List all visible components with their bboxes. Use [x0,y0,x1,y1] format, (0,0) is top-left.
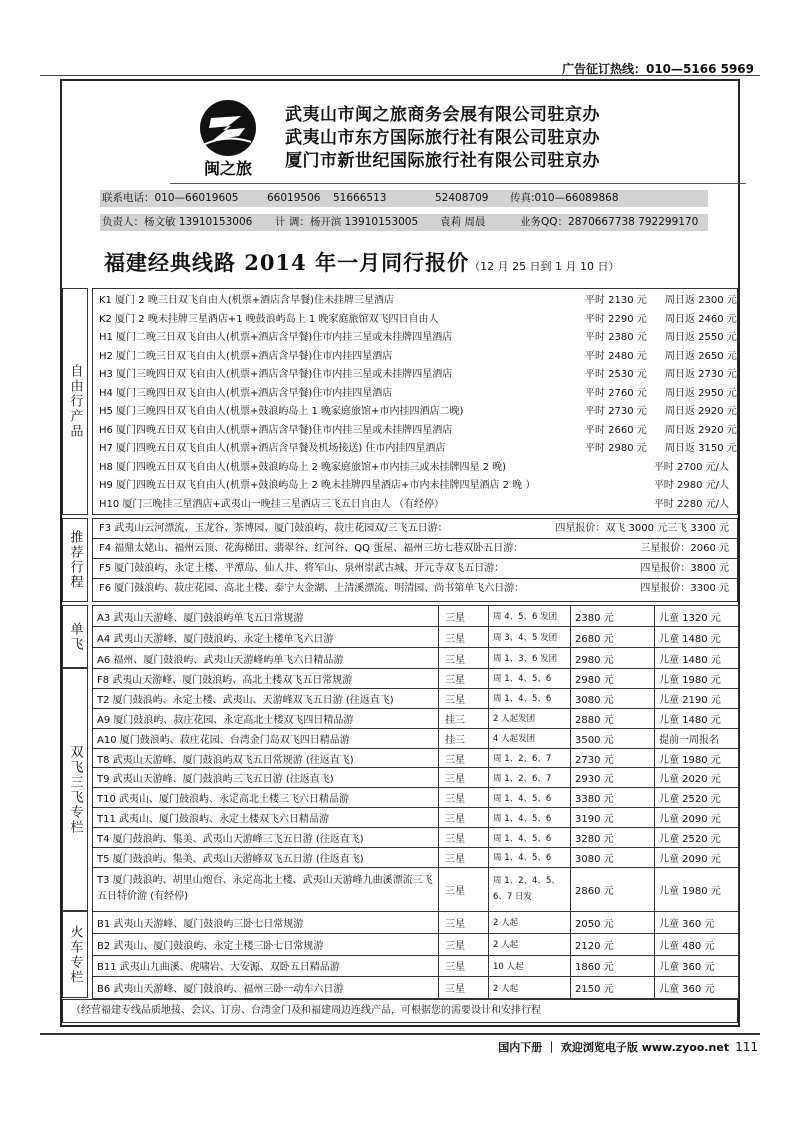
departure-days: 周 1、4、5、6 [489,848,571,868]
free-tour-row [99,292,737,310]
departure-days: 周 1、4、5、6 [489,669,571,689]
section-label: 单飞 [62,605,88,668]
ad-hotline: 广告征订热线：010—5166 5969 [561,62,754,76]
adult-price: 3080 元 [571,848,655,868]
weekend-price: 周日返 2920 元 [665,406,737,417]
child-price: 儿童 1480 元 [655,708,739,728]
weekday-price: 平时 2730 元 [585,406,647,417]
tour-route: B6 武夷山天游峰、厦门鼓浪屿、福州三卧一动车六日游 [93,977,439,999]
contact-manager: 负责人：杨文敏 13910153006 [102,216,253,228]
weekday-price: 平时 2380 元 [585,332,647,343]
child-price: 儿童 1320 元 [655,606,739,627]
contact-qq: 业务QQ：2870667738 792299170 [520,216,699,228]
page-title [104,247,620,277]
tour-route: T11 武夷山、厦门鼓浪屿、永定土楼双飞六日精品游 [93,808,439,828]
departure-days: 2 人起 [489,977,571,999]
child-price: 提前一周报名 [655,728,739,748]
weekend-price: 周日返 2730 元 [665,369,737,380]
hotel-star: 三星 [439,808,489,828]
weekday-price: 平时 2130 元 [585,295,647,306]
child-price: 儿童 2520 元 [655,828,739,848]
section-label: 双飞三飞专栏 [62,668,88,911]
section-label: 推荐行程 [62,518,88,602]
recommended-row [93,539,737,559]
tour-row [93,912,739,934]
adult-price: 3380 元 [571,788,655,808]
tour-row [93,648,739,669]
tour-row [93,788,739,808]
contact-fax: 传真:010—66089868 [510,192,619,204]
tour-route: B11 武夷山九曲溪、虎啸岩、大安源、双卧五日精品游 [93,955,439,977]
child-price: 儿童 1980 元 [655,748,739,768]
footer-text: 国内下册 ｜ 欢迎浏览电子版 www.zyoo.net [498,1041,730,1054]
tour-row [93,867,739,911]
tour-row [93,828,739,848]
child-price: 儿童 1480 元 [655,648,739,669]
departure-days: 2 人起 [489,912,571,934]
child-price: 儿童 1480 元 [655,627,739,648]
tour-row [93,748,739,768]
section-recommended [62,518,738,602]
tour-price: 平时 2700 元/人 [653,461,729,473]
free-tour-row [99,440,737,458]
tour-route: F8 武夷山天游峰、厦门鼓浪屿、高北土楼双飞五日常规游 [93,669,439,689]
weekday-price: 平时 2980 元 [585,443,647,454]
tour-row [93,728,739,748]
single-flight-table [92,605,739,669]
hotel-star: 三星 [439,768,489,788]
weekend-price: 周日返 2950 元 [665,387,737,399]
tour-desc: H2 厦门二晚三日双飞自由人(机票+酒店含早餐)住市内挂四星酒店 [99,350,393,362]
departure-days: 周 1、4、5、6 [489,688,571,708]
section-double-flight [62,668,738,911]
tour-row [93,627,739,648]
tour-route: T3 厦门鼓浪屿、胡里山炮台、永定高北土楼、武夷山天游峰九曲溪漂流三飞五日特价游 (有经停) [93,867,439,911]
adult-price: 2980 元 [571,669,655,689]
free-tour-row [99,329,737,347]
hotel-star: 三星 [439,867,489,911]
company-rule [170,183,746,184]
departure-days: 10 人起 [489,955,571,977]
weekday-price: 平时 2760 元 [585,387,647,399]
tour-route: T5 厦门鼓浪屿、集美、武夷山天游峰双飞五日游 (往返直飞) [93,848,439,868]
hotel-star: 三星 [439,627,489,648]
hotel-star: 三星 [439,955,489,977]
tour-route: T4 厦门鼓浪屿、集美、武夷山天游峰三飞五日游 (往返直飞) [93,828,439,848]
contact-planner: 计 调：杨开滨 13910153005 [275,216,419,228]
page-number: 111 [735,1040,758,1054]
departure-days: 2 人起 [489,933,571,955]
tour-row [93,768,739,788]
tour-desc: H5 厦门三晚四日双飞自由人(机票+鼓浪屿岛上 1 晚家庭旅馆+市内挂四酒店二晚) [99,406,464,417]
free-tour-row [99,496,731,514]
hotel-star: 挂三 [439,728,489,748]
recommended-row [93,579,737,599]
child-price: 儿童 2090 元 [655,808,739,828]
free-tour-row [99,366,737,384]
recommended-list [92,518,738,602]
section-free-travel [62,288,738,515]
hotel-star: 三星 [439,912,489,934]
hotel-star: 三星 [439,748,489,768]
company-list [285,104,600,173]
departure-days: 周 1、2、6、7 [489,748,571,768]
tour-desc: H1 厦门二晚三日双飞自由人(机票+酒店含早餐)住市内挂三星或未挂牌四星酒店 [99,332,453,343]
tour-price: 平时 2280 元/人 [653,498,729,510]
tour-route: A4 武夷山天游峰、厦门鼓浪屿、永定土楼单飞六日游 [93,627,439,648]
tour-route: A9 厦门鼓浪屿、菽庄花园、永定高北土楼双飞四日精品游 [93,708,439,728]
child-price: 儿童 360 元 [655,955,739,977]
adult-price: 2980 元 [571,648,655,669]
free-tour-row [99,311,737,329]
footer-rule [40,1033,760,1035]
company-name: 武夷山市闽之旅商务会展有限公司驻京办 [285,105,600,125]
section-single-flight [62,605,738,668]
departure-days: 周 1、3、6 发团 [489,648,571,669]
tour-desc: H8 厦门四晚五日双飞自由人(机票+鼓浪屿岛上 2 晚家庭旅馆+市内挂三或未挂牌四星 2 晚) [99,461,507,473]
adult-price: 3190 元 [571,808,655,828]
section-label: 火车专栏 [62,911,88,998]
hotel-star: 三星 [439,669,489,689]
title-main: 福建经典线路 2014 年一月同行报价 [104,250,470,275]
tour-row [93,955,739,977]
hotel-star: 三星 [439,788,489,808]
adult-price: 2380 元 [571,606,655,627]
free-tour-row [99,348,737,366]
double-flight-table [92,668,739,912]
tour-row [93,808,739,828]
tour-price: 平时 2980 元/人 [653,480,729,491]
free-tour-row [99,459,731,477]
hotel-star: 三星 [439,688,489,708]
weekend-price: 周日返 2650 元 [665,350,737,362]
hotel-star: 三星 [439,848,489,868]
free-tour-row [99,422,737,440]
child-price: 儿童 2090 元 [655,848,739,868]
departure-days: 周 1、2、4、5、6、7 日发 [489,867,571,911]
tour-desc: H6 厦门四晚五日双飞自由人(机票+酒店含早餐)住市内挂三星或未挂牌四星酒店 [99,424,453,436]
tour-row [93,848,739,868]
company-name: 厦门市新世纪国际旅行社有限公司驻京办 [285,151,600,171]
tour-route: A10 厦门鼓浪屿、菽庄花园、台湾金门岛双飞四日精品游 [93,728,439,748]
contact-phone: 52408709 [435,192,489,204]
tour-desc: F6 厦门鼓浪屿、菽庄花园、高北土楼、泰宁大金湖、上清溪漂流、明清园、尚书第单飞六日游： [99,583,525,594]
adult-price: 2680 元 [571,627,655,648]
child-price: 儿童 1980 元 [655,669,739,689]
weekend-price: 周日返 2460 元 [665,313,737,325]
tour-route: A6 福州、厦门鼓浪屿、武夷山天游峰屿单飞六日精品游 [93,648,439,669]
title-date-range: （12 月 25 日到 1 月 10 日） [469,260,620,273]
tour-row [93,688,739,708]
tour-price: 四星报价：双飞 3000 元三飞 3300 元 [555,523,729,534]
child-price: 儿童 480 元 [655,933,739,955]
top-rule [40,75,760,76]
recommended-row [93,519,737,539]
adult-price: 2930 元 [571,768,655,788]
weekday-price: 平时 2530 元 [585,369,647,380]
child-price: 儿童 1980 元 [655,867,739,911]
tour-desc: H3 厦门三晚四日双飞自由人(机票+酒店含早餐)住市内挂三星或未挂牌四星酒店 [99,369,453,380]
tour-desc: H4 厦门三晚四日双飞自由人(机票+酒店含早餐)住市内挂四星酒店 [99,387,393,399]
child-price: 儿童 360 元 [655,977,739,999]
departure-days: 2 人起发团 [489,708,571,728]
page-footer [498,1039,758,1055]
departure-days: 周 1、4、5、6 [489,828,571,848]
free-tour-row [99,477,731,495]
tour-price: 三星报价：2060 元 [640,543,729,554]
tour-desc: F3 武夷山云河漂流、玉龙谷、茶博园、厦门鼓浪屿、菽庄花园双/三飞五日游： [99,523,448,534]
contact-bar-phones [100,190,708,207]
free-travel-list [92,288,738,515]
child-price: 儿童 2520 元 [655,788,739,808]
tour-price: 四星报价：3300 元 [640,583,729,594]
logo-text: 闽之旅 [203,159,253,178]
tour-desc: H9 厦门四晚五日双飞自由人(机票+鼓浪屿岛上 2 晚未挂牌四星酒店+市内未挂牌四星酒店 2 晚 ） [99,480,536,491]
tour-desc: F4 福鼎太姥山、福州云顶、花海梯田、翡翠谷、红河谷、QQ 蛋屋、福州三坊七巷双卧五日游： [99,543,524,554]
tour-route: B1 武夷山天游峰、厦门鼓浪屿三卧七日常规游 [93,912,439,934]
footnote: （经营福建专线品质地接、会议、订房、台湾金门及和福建周边连线产品，可根据您的需要设计和安排行程 [62,999,738,1023]
logo-icon [183,96,273,180]
tour-route: T2 厦门鼓浪屿、永定土楼、武夷山、天游峰双飞五日游 (往返直飞) [93,688,439,708]
tour-route: T9 武夷山天游峰、厦门鼓浪屿三飞五日游 (往返直飞) [93,768,439,788]
weekend-price: 周日返 3150 元 [665,443,737,454]
tour-route: T8 武夷山天游峰、厦门鼓浪屿双飞五日常规游 (往返直飞) [93,748,439,768]
train-table [92,911,739,999]
weekday-price: 平时 2480 元 [585,350,647,362]
contact-phone: 66019506 [267,192,321,204]
contact-bar-people [100,214,708,231]
free-tour-row [99,385,737,403]
tour-desc: H10 厦门三晚挂三星酒店+武夷山一晚挂三星酒店三飞五日自由人 （有经停） [99,498,444,510]
hotel-star: 三星 [439,977,489,999]
weekend-price: 周日返 2550 元 [665,332,737,343]
adult-price: 3080 元 [571,688,655,708]
weekend-price: 周日返 2920 元 [665,424,737,436]
tour-desc: F5 厦门鼓浪屿、永定土楼、平潭岛、仙人井、将军山、泉州崇武古城、开元寺双飞五日游： [99,563,505,574]
departure-days: 周 1、4、5、6 [489,788,571,808]
departure-days: 4 人起发团 [489,728,571,748]
child-price: 儿童 2190 元 [655,688,739,708]
hotel-star: 三星 [439,828,489,848]
tour-desc: K2 厦门 2 晚未挂牌三星酒店+1 晚鼓浪屿岛上 1 晚家庭旅馆双飞四日自由人 [99,313,439,325]
contact-phone: 联系电话：010—66019605 [102,192,239,204]
tour-row [93,606,739,627]
tour-row [93,708,739,728]
hotel-star: 三星 [439,648,489,669]
tour-route: A3 武夷山天游峰、厦门鼓浪屿单飞五日常规游 [93,606,439,627]
weekday-price: 平时 2660 元 [585,424,647,436]
tour-desc: K1 厦门 2 晚三日双飞自由人(机票+酒店含早餐)住未挂牌三星酒店 [99,295,394,306]
weekend-price: 周日返 2300 元 [665,295,737,306]
tour-row [93,977,739,999]
section-train [62,911,738,998]
hotel-star: 三星 [439,933,489,955]
departure-days: 周 1、2、6、7 [489,768,571,788]
tour-price: 四星报价：3800 元 [640,563,729,574]
departure-days: 周 4、5、6 发团 [489,606,571,627]
tour-desc: H7 厦门四晚五日双飞自由人(机票+酒店含早餐及机场接送) 住市内挂四星酒店 [99,443,446,454]
weekday-price: 平时 2290 元 [585,313,647,325]
departure-days: 周 1、4、5、6 [489,808,571,828]
adult-price: 2860 元 [571,867,655,911]
tour-row [93,669,739,689]
adult-price: 2730 元 [571,748,655,768]
adult-price: 3280 元 [571,828,655,848]
recommended-row [93,559,737,579]
contact-staff: 袁莉 周晨 [440,216,486,228]
adult-price: 2150 元 [571,977,655,999]
child-price: 儿童 2020 元 [655,768,739,788]
adult-price: 2050 元 [571,912,655,934]
departure-days: 周 3、4、5 发团 [489,627,571,648]
tour-row [93,933,739,955]
adult-price: 2880 元 [571,708,655,728]
hotel-star: 三星 [439,606,489,627]
child-price: 儿童 360 元 [655,912,739,934]
hotel-star: 挂三 [439,708,489,728]
section-label: 自由行产品 [62,288,88,515]
tour-route: B2 武夷山、厦门鼓浪屿、永定土楼三卧七日常规游 [93,933,439,955]
company-name: 武夷山市东方国际旅行社有限公司驻京办 [285,128,600,148]
adult-price: 1860 元 [571,955,655,977]
contact-phone: 51666513 [333,192,387,204]
free-tour-row [99,403,737,421]
adult-price: 2120 元 [571,933,655,955]
tour-route: T10 武夷山、厦门鼓浪屿、永定高北土楼三飞六日精品游 [93,788,439,808]
adult-price: 3500 元 [571,728,655,748]
